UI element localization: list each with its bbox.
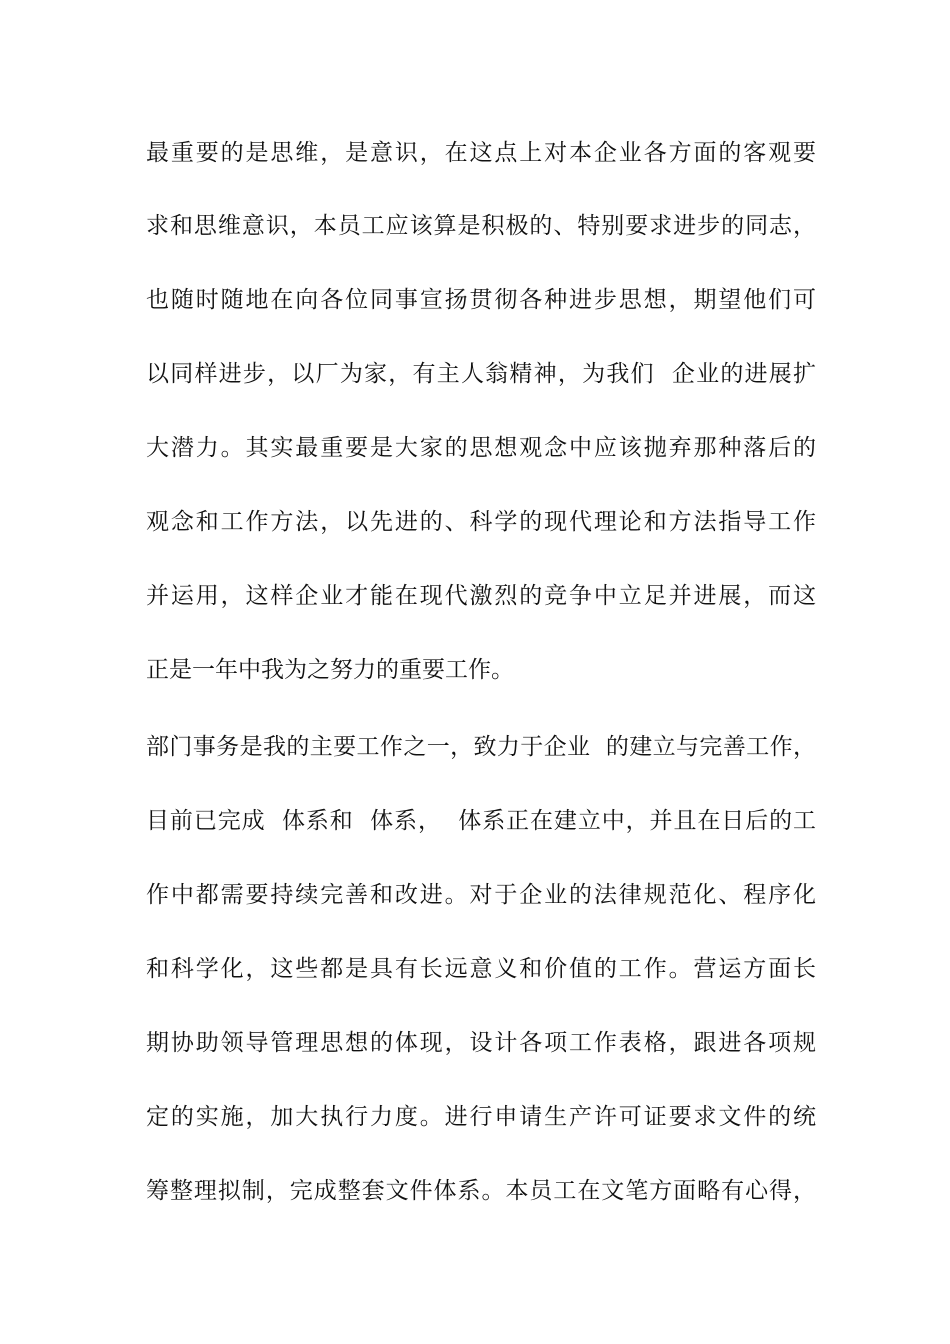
text-line: 也随时随地在向各位同事宣扬贯彻各种进步思想，期望他们可	[146, 287, 816, 313]
text-line: 正是一年中我为之努力的重要工作。	[146, 657, 514, 683]
text-line: 求和思维意识，本员工应该算是积极的、特别要求进步的同志，	[146, 213, 816, 239]
text-line: 作中都需要持续完善和改进。对于企业的法律规范化、程序化	[146, 882, 816, 908]
text-line: 期协助领导管理思想的体现，设计各项工作表格，跟进各项规	[146, 1030, 816, 1056]
text-line: 观念和工作方法，以先进的、科学的现代理论和方法指导工作	[146, 509, 816, 535]
text-line: 和科学化，这些都是具有长远意义和价值的工作。营运方面长	[146, 956, 816, 982]
text-line: 定的实施，加大执行力度。进行申请生产许可证要求文件的统	[146, 1104, 816, 1130]
text-line: 部门事务是我的主要工作之一，致力于企业 的建立与完善工作，	[146, 734, 816, 760]
text-line: 并运用，这样企业才能在现代激烈的竞争中立足并进展，而这	[146, 583, 816, 609]
text-line: 大潜力。其实最重要是大家的思想观念中应该抛弃那种落后的	[146, 435, 816, 461]
text-line: 目前已完成 体系和 体系， 体系正在建立中，并且在日后的工	[146, 808, 816, 834]
text-line: 筹整理拟制，完成整套文件体系。本员工在文笔方面略有心得，	[146, 1178, 816, 1204]
text-line: 以同样进步，以厂为家，有主人翁精神，为我们 企业的进展扩	[146, 361, 816, 387]
text-line: 最重要的是思维，是意识，在这点上对本企业各方面的客观要	[146, 140, 816, 166]
